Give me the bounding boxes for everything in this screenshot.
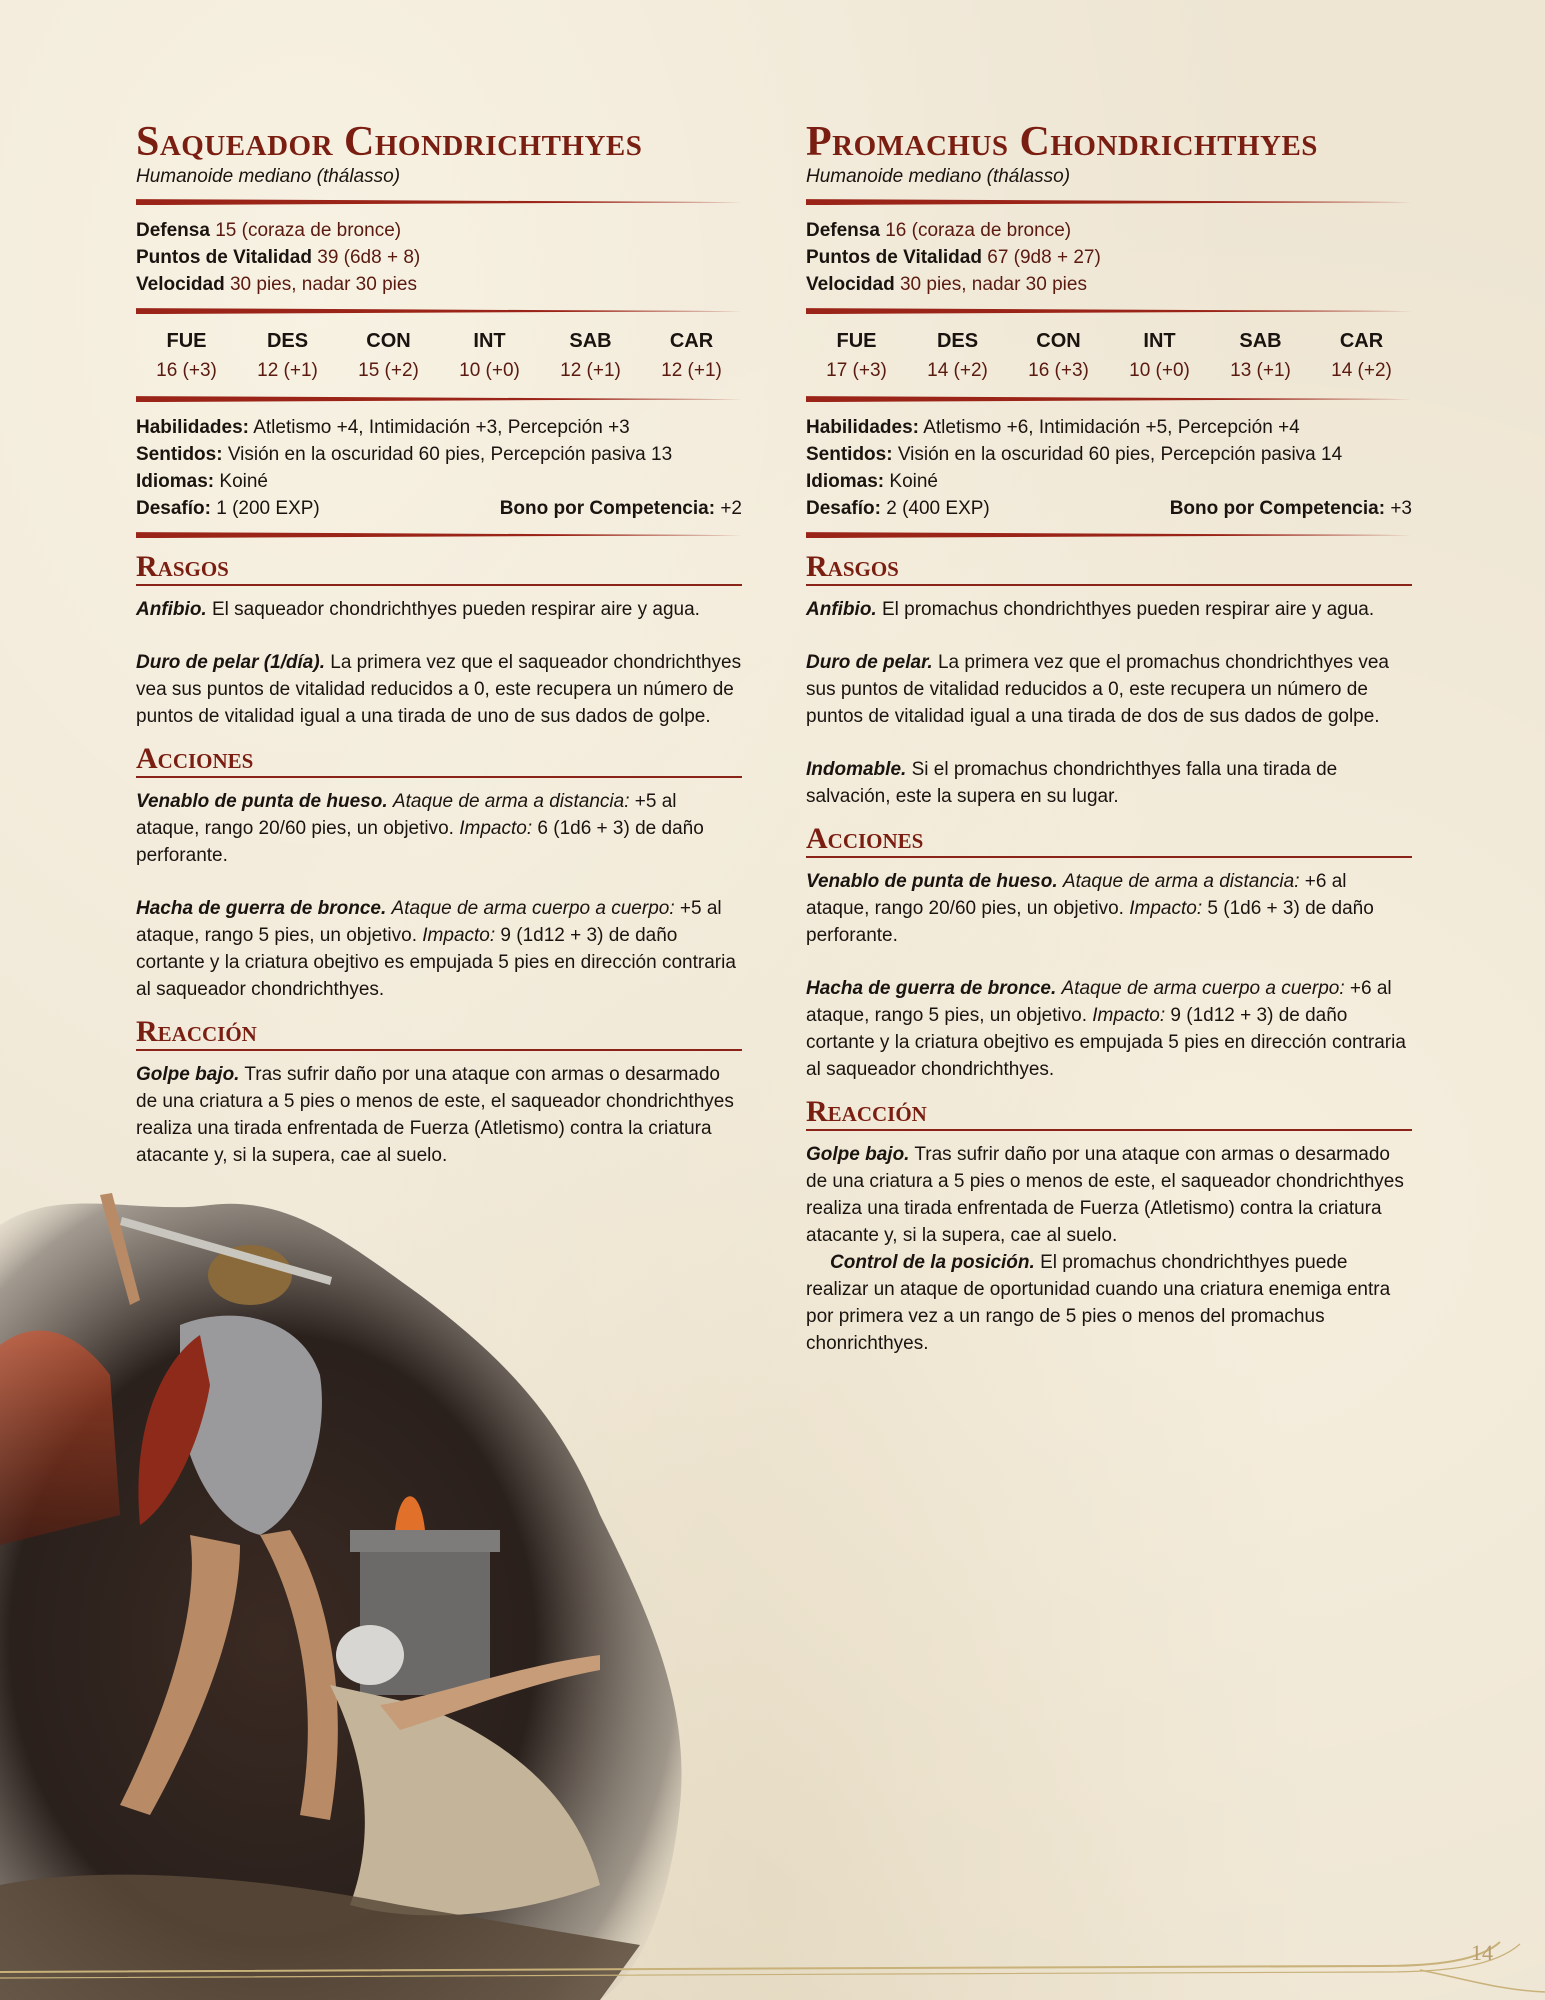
speed-line: Velocidad 30 pies, nadar 30 pies (136, 274, 417, 296)
ability-name: DES (266, 330, 309, 353)
ability-name: SAB (569, 330, 612, 353)
ability-value: 12 (+1) (560, 360, 621, 382)
proficiency-bonus: Bono por Competencia: +3 (1169, 498, 1412, 520)
action-entry: Venablo de punta de hueso. Ataque de arma a distancia: +5 al ataque, rango 20/60 pies, un objetivo. Impacto: 6 (1d6 + 3) de daño perforante. (136, 791, 704, 867)
ability-value: 12 (+1) (661, 360, 722, 382)
challenge-line: Desafío: 2 (400 EXP) Bono por Competencia: +3 (806, 495, 1412, 522)
divider (806, 396, 1412, 402)
reaction-heading: Reacción (136, 1015, 742, 1051)
reaction-entry: Control de la posición. El promachus chondrichthyes puede realizar un ataque de oportunidad cuando una criatura enemiga entra por primera vez a un rango de 5 pies o menos del promachus chonrichthyes. (806, 1252, 1391, 1355)
languages-line: Idiomas: Koiné (136, 471, 269, 493)
page-number: 14 (1471, 1940, 1493, 1965)
reaction-entry: Golpe bajo. Tras sufrir daño por una ataque con armas o desarmado de una criatura a 5 pies o menos de este, el saqueador chondrichthyes realiza una tirada enfrentada de Fuerza (Atletismo) contra la criatura atacante y, si la supera, cae al suelo. (136, 1064, 734, 1167)
actions-heading: Acciones (806, 822, 1412, 858)
ability-value: 14 (+2) (1331, 360, 1392, 382)
defense-line: Defensa 15 (coraza de bronce) (136, 220, 402, 242)
ability-name: INT (473, 330, 506, 353)
senses-line: Sentidos: Visión en la oscuridad 60 pies, Percepción pasiva 14 (806, 444, 1343, 466)
divider (136, 532, 742, 538)
ability-value: 10 (+0) (459, 360, 520, 382)
warrior-illustration (0, 1185, 700, 2000)
action-entry: Hacha de guerra de bronce. Ataque de arma cuerpo a cuerpo: +5 al ataque, rango 5 pies, un objetivo. Impacto: 9 (1d12 + 3) de daño cortante y la criatura obejtivo es empujada 5 pies en dirección contraria al saqueador chondrichthyes. (136, 898, 736, 1001)
proficiency-bonus: Bono por Competencia: +2 (499, 498, 742, 520)
senses-line: Sentidos: Visión en la oscuridad 60 pies, Percepción pasiva 13 (136, 444, 673, 466)
divider (806, 308, 1412, 314)
ability-scores (136, 326, 742, 386)
divider (806, 532, 1412, 538)
divider (136, 308, 742, 314)
page-footer-ornament (0, 1930, 1545, 2000)
trait-entry: Anfibio. El saqueador chondrichthyes pueden respirar aire y agua. (136, 599, 700, 621)
ability-value: 12 (+1) (257, 360, 318, 382)
ability-name: CON (366, 330, 411, 353)
ability-scores (806, 326, 1412, 386)
reaction-heading: Reacción (806, 1095, 1412, 1131)
stat-block-saqueador (136, 118, 742, 1169)
monster-title: Saqueador Chondrichthyes (136, 119, 643, 165)
trait-entry: Indomable. Si el promachus chondrichthyes falla una tirada de salvación, este la supera en su lugar. (806, 759, 1338, 808)
ability-value: 15 (+2) (358, 360, 419, 382)
divider (136, 199, 742, 205)
divider (136, 396, 742, 402)
ability-name: FUE (836, 330, 877, 353)
ability-value: 17 (+3) (826, 360, 887, 382)
ability-name: INT (1143, 330, 1176, 353)
ability-value: 16 (+3) (1028, 360, 1089, 382)
ability-value: 10 (+0) (1129, 360, 1190, 382)
ability-value: 13 (+1) (1230, 360, 1291, 382)
ability-value: 14 (+2) (927, 360, 988, 382)
stat-block-promachus (806, 118, 1412, 1357)
actions-heading: Acciones (136, 742, 742, 778)
speed-line: Velocidad 30 pies, nadar 30 pies (806, 274, 1087, 296)
trait-entry: Duro de pelar (1/día). La primera vez que el saqueador chondrichthyes vea sus puntos de vitalidad reducidos a 0, este recupera un número de puntos de vitalidad igual a una tirada de uno de sus dados de golpe. (136, 652, 742, 728)
trait-entry: Anfibio. El promachus chondrichthyes pueden respirar aire y agua. (806, 599, 1375, 621)
action-entry: Hacha de guerra de bronce. Ataque de arma cuerpo a cuerpo: +6 al ataque, rango 5 pies, un objetivo. Impacto: 9 (1d12 + 3) de daño cortante y la criatura obejtivo es empujada 5 pies en dirección contraria al saqueador chondrichthyes. (806, 978, 1406, 1081)
traits-heading: Rasgos (136, 550, 742, 586)
monster-type: Humanoide mediano (thálasso) (806, 166, 1071, 188)
divider (806, 199, 1412, 205)
ability-name: CON (1036, 330, 1081, 353)
monster-type: Humanoide mediano (thálasso) (136, 166, 401, 188)
hit-points-line: Puntos de Vitalidad 67 (9d8 + 27) (806, 247, 1101, 269)
ability-value: 16 (+3) (156, 360, 217, 382)
ability-name: CAR (1339, 330, 1384, 353)
languages-line: Idiomas: Koiné (806, 471, 939, 493)
skills-line: Habilidades: Atletismo +6, Intimidación +5, Percepción +4 (806, 417, 1300, 439)
ability-name: CAR (669, 330, 714, 353)
action-entry: Venablo de punta de hueso. Ataque de arma a distancia: +6 al ataque, rango 20/60 pies, un objetivo. Impacto: 5 (1d6 + 3) de daño perforante. (806, 871, 1374, 947)
reaction-entry: Golpe bajo. Tras sufrir daño por una ataque con armas o desarmado de una criatura a 5 pies o menos de este, el saqueador chondrichthyes realiza una tirada enfrentada de Fuerza (Atletismo) contra la criatura atacante y, si la supera, cae al suelo. (806, 1144, 1404, 1247)
trait-entry: Duro de pelar. La primera vez que el promachus chondrichthyes vea sus puntos de vitalidad reducidos a 0, este recupera un número de puntos de vitalidad igual a una tirada de dos de sus dados de golpe. (806, 652, 1389, 728)
monster-title: Promachus Chondrichthyes (806, 119, 1318, 165)
ability-name: DES (936, 330, 979, 353)
defense-line: Defensa 16 (coraza de bronce) (806, 220, 1072, 242)
ability-name: FUE (166, 330, 207, 353)
ability-name: SAB (1239, 330, 1282, 353)
traits-heading: Rasgos (806, 550, 1412, 586)
skills-line: Habilidades: Atletismo +4, Intimidación +3, Percepción +3 (136, 417, 630, 439)
challenge-line: Desafío: 1 (200 EXP) Bono por Competencia: +2 (136, 495, 742, 522)
hit-points-line: Puntos de Vitalidad 39 (6d8 + 8) (136, 247, 421, 269)
